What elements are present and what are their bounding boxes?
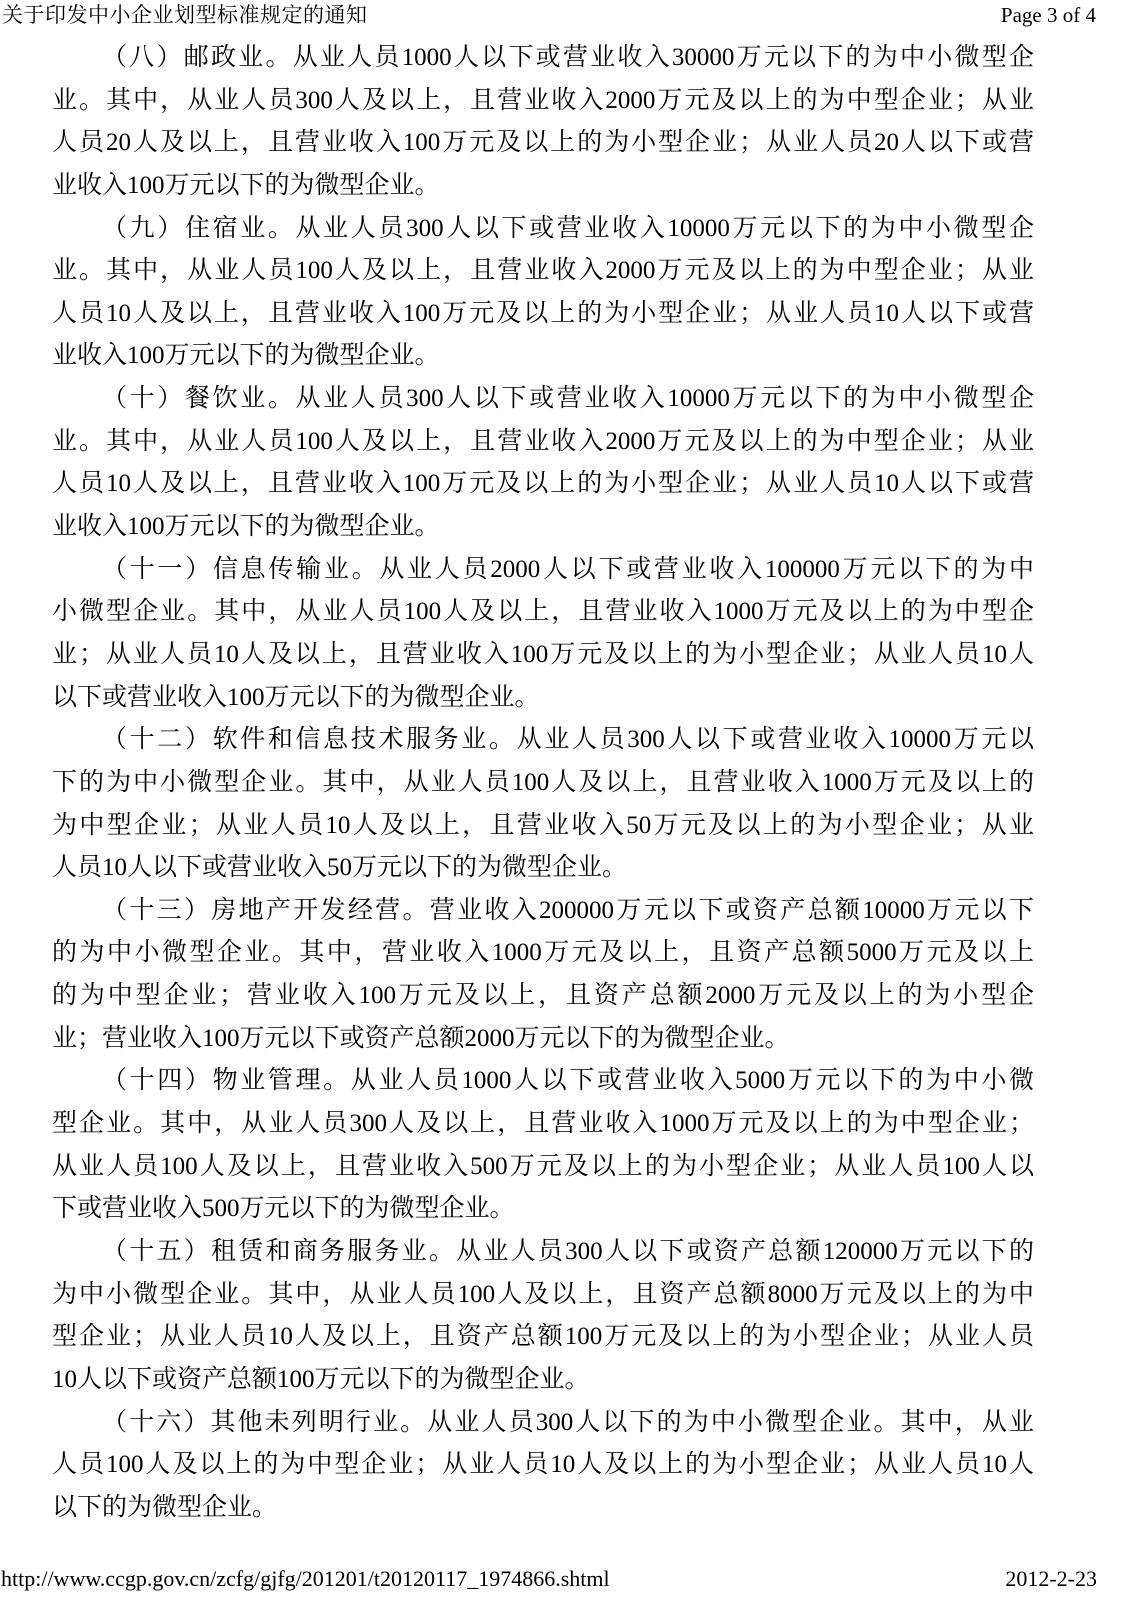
text-line: 业；从业人员10人及以上，且营业收入100万元及以上的为小型企业；从业人员10人 xyxy=(52,640,1034,668)
text-line: （八）邮政业。从业人员1000人以下或营业收入30000万元以下的为中小微型企 xyxy=(102,44,1034,71)
paragraph xyxy=(52,719,1034,890)
text-line: 型企业。其中，从业人员300人及以上，且营业收入1000万元及以上的为中型企业； xyxy=(52,1110,1034,1138)
text-line: （十六）其他未列明行业。从业人员300人以下的为中小微型企业。其中，从业 xyxy=(102,1408,1034,1436)
text-line: 10人以下或资产总额100万元以下的为微型企业。 xyxy=(52,1365,590,1393)
text-line: 人员10人及以上，且营业收入100万元及以上的为小型企业；从业人员10人以下或营 xyxy=(52,470,1034,498)
page-header xyxy=(0,0,1131,30)
paragraph xyxy=(52,1060,1034,1231)
paragraph xyxy=(52,208,1034,379)
text-line: 业收入100万元以下的为微型企业。 xyxy=(52,513,440,541)
text-line: 的为中小微型企业。其中，营业收入1000万元及以上，且资产总额5000万元及以上 xyxy=(52,939,1034,967)
text-line: 下或营业收入500万元以下的为微型企业。 xyxy=(52,1195,515,1223)
text-line: （十四）物业管理。从业人员1000人以下或营业收入5000万元以下的为中小微 xyxy=(102,1067,1034,1095)
text-line: 型企业；从业人员10人及以上，且资产总额100万元及以上的为小型企业；从业人员 xyxy=(52,1323,1034,1351)
text-line: 下的为中小微型企业。其中，从业人员100人及以上，且营业收入1000万元及以上的 xyxy=(52,768,1034,796)
text-line: 业；营业收入100万元以下或资产总额2000万元以下的为微型企业。 xyxy=(52,1024,790,1052)
paragraph xyxy=(52,890,1034,1061)
text-line: 业收入100万元以下的为微型企业。 xyxy=(52,171,440,199)
text-line: 从业人员100人及以上，且营业收入500万元及以上的为小型企业；从业人员100人以 xyxy=(52,1152,1034,1180)
text-line: 业。其中，从业人员100人及以上，且营业收入2000万元及以上的为中型企业；从业 xyxy=(52,257,1034,285)
page-indicator: Page 3 of 4 xyxy=(1000,3,1096,27)
text-line: （九）住宿业。从业人员300人以下或营业收入10000万元以下的为中小微型企 xyxy=(102,214,1034,242)
text-line: 业。其中，从业人员300人及以上，且营业收入2000万元及以上的为中型企业；从业 xyxy=(52,86,1034,114)
text-line: 小微型企业。其中，从业人员100人及以上，且营业收入1000万元及以上的为中型企 xyxy=(52,598,1034,626)
print-date: 2012-2-23 xyxy=(1005,1566,1097,1591)
paragraph xyxy=(52,1402,1034,1530)
paragraph xyxy=(52,549,1034,720)
text-line: （十一）信息传输业。从业人员2000人以下或营业收入100000万元以下的为中 xyxy=(102,555,1034,583)
text-line: 业。其中，从业人员100人及以上，且营业收入2000万元及以上的为中型企业；从业 xyxy=(52,427,1034,455)
text-line: （十五）租赁和商务服务业。从业人员300人以下或资产总额120000万元以下的 xyxy=(102,1237,1034,1265)
paragraph xyxy=(52,37,1034,208)
text-line: 人员100人及以上的为中型企业；从业人员10人及以上的为小型企业；从业人员10人 xyxy=(52,1451,1034,1479)
paragraph xyxy=(52,1231,1034,1402)
source-url: http://www.ccgp.gov.cn/zcfg/gjfg/201201/t20120117_1974866.shtml xyxy=(1,1566,610,1591)
text-line: 人员10人以下或营业收入50万元以下的为微型企业。 xyxy=(52,854,628,882)
text-line: 以下的为微型企业。 xyxy=(52,1493,278,1521)
document-title: 关于印发中小企业划型标准规定的通知 xyxy=(2,3,368,27)
text-line: 人员20人及以上，且营业收入100万元及以上的为小型企业；从业人员20人以下或营 xyxy=(52,129,1034,157)
text-line: （十三）房地产开发经营。营业收入200000万元以下或资产总额10000万元以下 xyxy=(102,896,1034,924)
text-line: 为中型企业；从业人员10人及以上，且营业收入50万元及以上的为小型企业；从业 xyxy=(52,811,1034,839)
text-line: 的为中型企业；营业收入100万元及以上，且资产总额2000万元及以上的为小型企 xyxy=(52,982,1034,1010)
paragraph xyxy=(52,378,1034,549)
text-line: （十）餐饮业。从业人员300人以下或营业收入10000万元以下的为中小微型企 xyxy=(102,385,1034,413)
document-body xyxy=(52,37,1034,1529)
text-line: 人员10人及以上，且营业收入100万元及以上的为小型企业；从业人员10人以下或营 xyxy=(52,299,1034,327)
text-line: 以下或营业收入100万元以下的为微型企业。 xyxy=(52,683,540,711)
text-line: 为中小微型企业。其中，从业人员100人及以上，且资产总额8000万元及以上的为中 xyxy=(52,1280,1034,1308)
text-line: 业收入100万元以下的为微型企业。 xyxy=(52,342,440,370)
text-line: （十二）软件和信息技术服务业。从业人员300人以下或营业收入10000万元以 xyxy=(102,726,1034,754)
page-footer xyxy=(0,1563,1131,1595)
